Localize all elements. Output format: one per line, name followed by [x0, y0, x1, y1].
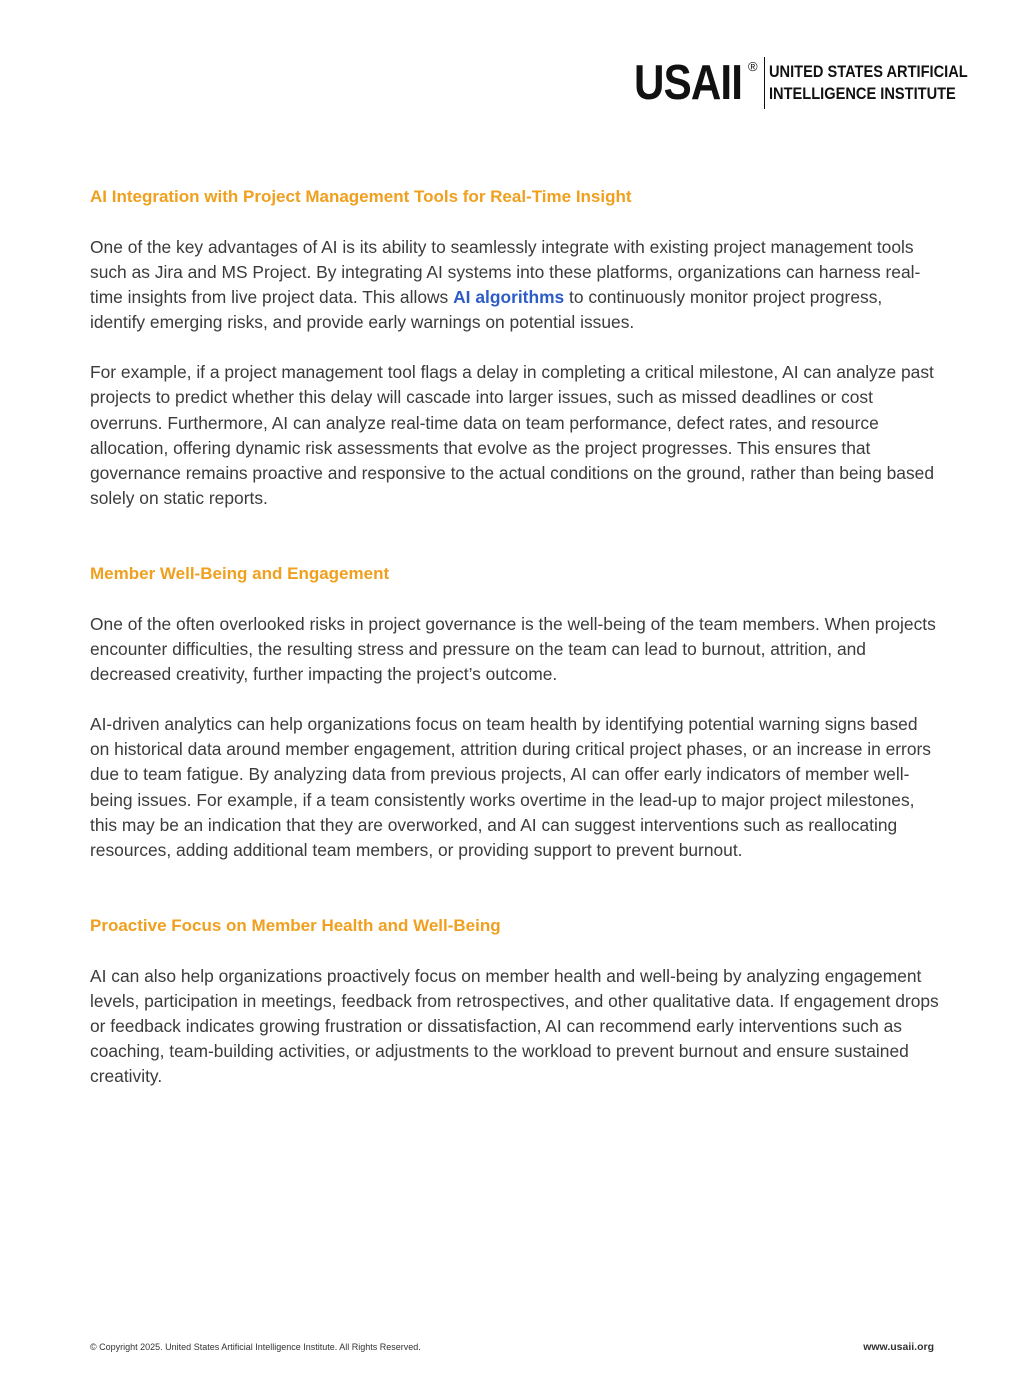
section-heading-member-well-being: Member Well-Being and Engagement — [90, 563, 390, 583]
logo-mark: USAII — [634, 56, 743, 110]
paragraph-proactive-focus-1: AI can also help organizations proactively focus on member health and well-being by analyzing engagement levels, participation in meetings, feedback from retrospectives, and other qualitative data. If engagement drops or feedback indicates growing frustration or dissatisfaction, AI can recommend early interventions such as coaching, team-building activities, or adjustments to the workload to prevent burnout and ensure sustained creativity. — [90, 965, 939, 1087]
section-heading-ai-integration: AI Integration with Project Management Tools for Real-Time Insight — [90, 187, 632, 206]
logo-divider — [764, 57, 765, 109]
footer-copyright: © Copyright 2025. United States Artificial Intelligence Institute. All Rights Reserved. — [90, 1342, 421, 1352]
paragraph-text: One of the key advantages of AI is its ability to seamlessly integrate with existing project management tools such as Jira and MS Project. By integrating AI systems into these platforms, organizations can harness real-time insights from live project data. This allows — [90, 237, 921, 308]
section-heading-proactive-focus: Proactive Focus on Member Health and Well-Being — [90, 915, 501, 935]
ai-algorithms-link[interactable]: AI algorithms — [453, 287, 565, 308]
usaii-logo — [634, 56, 1000, 110]
paragraph-ai-integration-2: For example, if a project management tool flags a delay in completing a critical milestone, AI can analyze past projects to predict whether this delay will cascade into larger issues, such as missed deadlines or cost overruns. Furthermore, AI can analyze real-time data on team performance, defect rates, and resource allocation, offering dynamic risk assessments that evolve as the project progresses. This ensures that governance remains proactive and responsive to the actual conditions on the ground, rather than being based solely on static reports. — [90, 362, 934, 508]
logo-institute-name — [769, 61, 968, 105]
registered-mark: ® — [748, 59, 758, 74]
logo-name-line1: UNITED STATES ARTIFICIAL — [769, 62, 968, 81]
paragraph-member-well-being-2: AI-driven analytics can help organizations focus on team health by identifying potential warning signs based on historical data around member engagement, attrition during critical project phases, or an increase in errors due to team fatigue. By analyzing data from previous projects, AI can offer early indicators of member well-being issues. For example, if a team consistently works overtime in the lead-up to major project milestones, this may be an indication that they are overworked, and AI can suggest interventions such as reallocating resources, adding additional team members, or providing support to prevent burnout. — [90, 714, 931, 860]
paragraph-member-well-being-1: One of the often overlooked risks in project governance is the well-being of the team members. When projects encounter difficulties, the resulting stress and pressure on the team can lead to burnout, attrition, and decreased creativity, further impacting the project’s outcome. — [90, 613, 936, 685]
paragraph-text: to continuously monitor project progress, identify emerging risks, and provide early warnings on potential issues. — [90, 287, 883, 333]
footer-website-link[interactable]: www.usaii.org — [863, 1341, 934, 1353]
logo-name-line2: INTELLIGENCE INSTITUTE — [769, 84, 956, 103]
document-body — [90, 184, 940, 1089]
paragraph-ai-integration-1 — [90, 235, 940, 335]
